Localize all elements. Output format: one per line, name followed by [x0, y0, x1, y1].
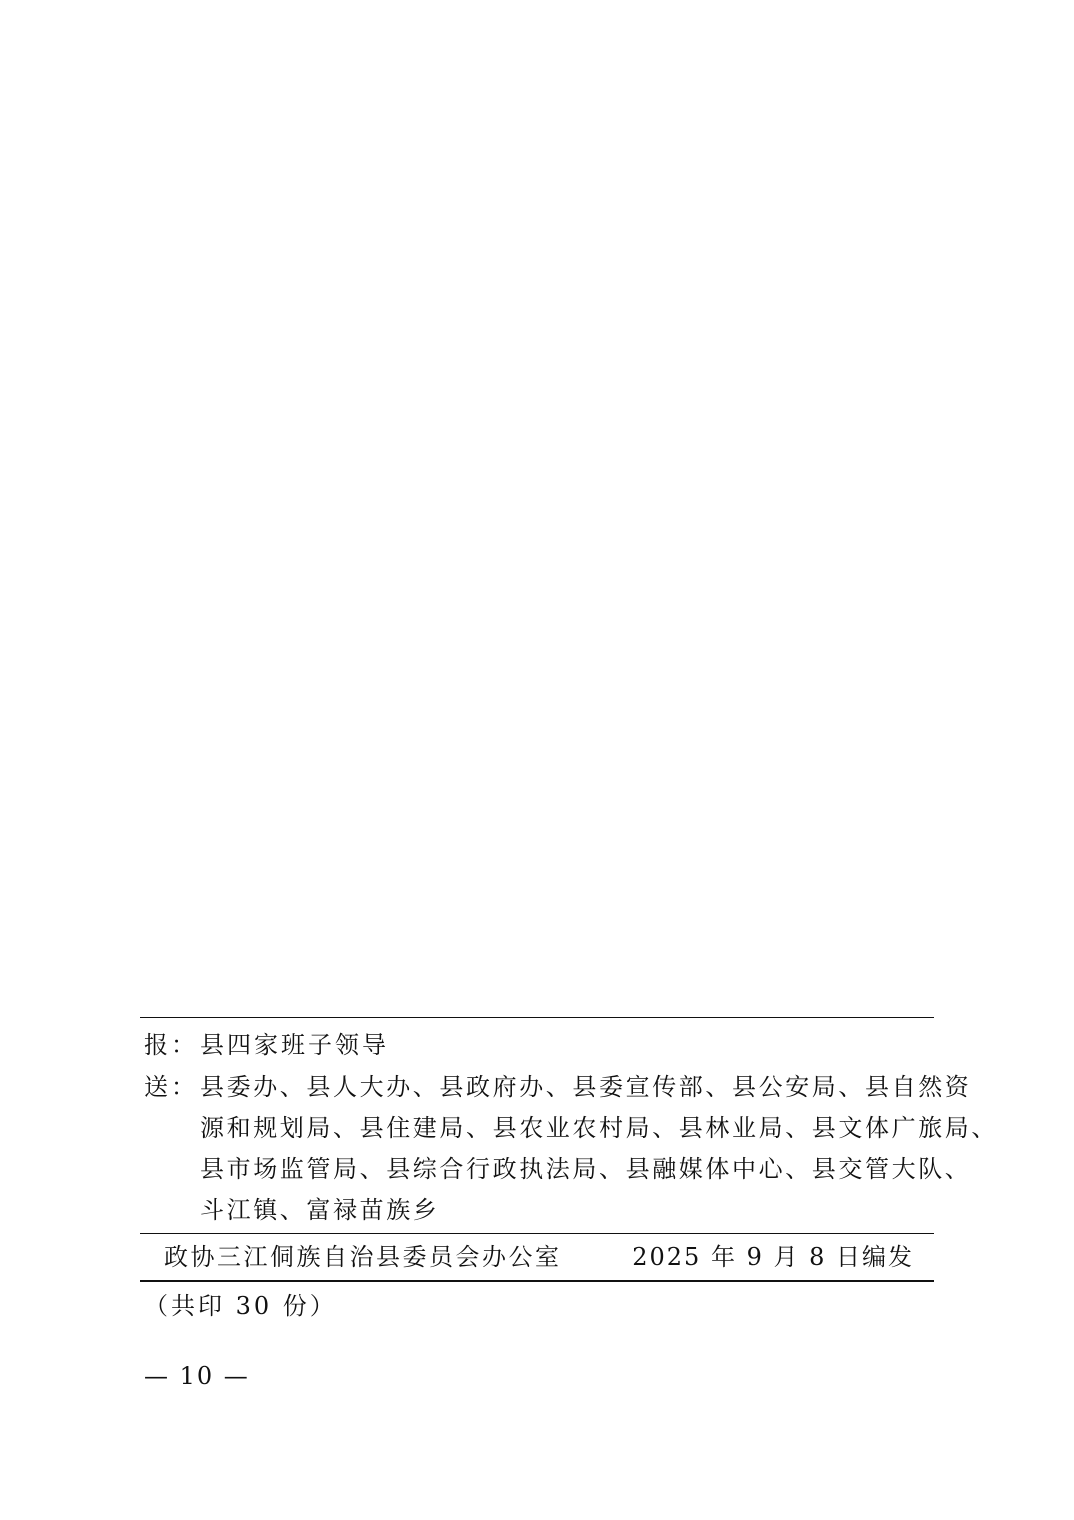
send-to-row	[144, 1067, 998, 1231]
report-to-recipients: 县四家班子领导	[200, 1031, 389, 1059]
issuer-row	[140, 1234, 934, 1280]
send-to-line: 斗江镇、富禄苗族乡	[200, 1196, 440, 1224]
bottom-divider	[140, 1280, 934, 1282]
print-copies-note: （共印 30 份）	[144, 1292, 337, 1320]
send-to-line: 县市场监管局、县综合行政执法局、县融媒体中心、县交管大队、	[200, 1155, 972, 1183]
issue-date: 2025 年 9 月 8 日编发	[632, 1243, 914, 1271]
send-to-label: 送：	[144, 1073, 198, 1101]
report-to-label: 报：	[144, 1031, 198, 1059]
issuing-organization: 政协三江侗族自治县委员会办公室	[164, 1243, 562, 1271]
send-to-line: 县委办、县人大办、县政府办、县委宣传部、县公安局、县自然资	[200, 1073, 972, 1101]
send-to-line: 源和规划局、县住建局、县农业农村局、县林业局、县文体广旅局、	[200, 1114, 998, 1142]
top-divider	[140, 1017, 934, 1018]
page-number: — 10 —	[144, 1362, 250, 1390]
report-to-row	[144, 1025, 389, 1065]
send-to-recipients	[200, 1067, 998, 1231]
